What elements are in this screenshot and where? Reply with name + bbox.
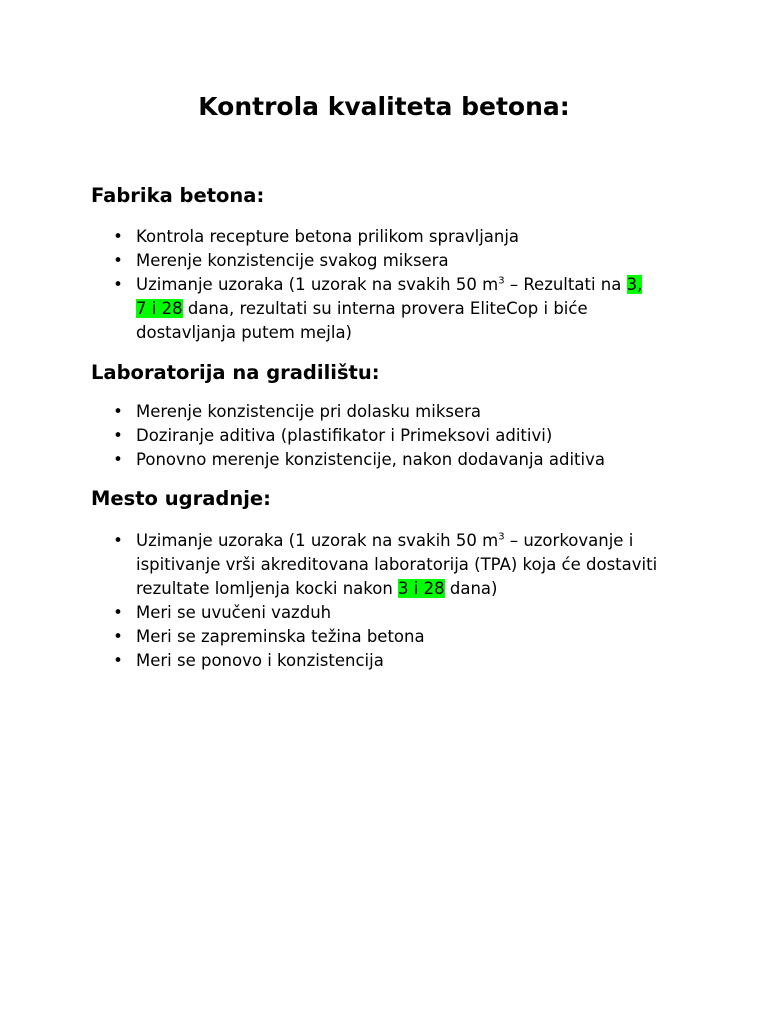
list-item-text: Kontrola recepture betona prilikom spravljanja [136, 227, 520, 246]
list-item [112, 529, 692, 601]
bullet-icon: • [113, 251, 123, 270]
bullet-list-mesto [112, 529, 692, 673]
bullet-icon: • [113, 402, 123, 421]
list-item [112, 225, 692, 249]
list-item [112, 249, 692, 273]
bullet-icon: • [113, 651, 123, 670]
superscript-exponent: 3 [498, 275, 505, 287]
list-item-text-end: dana, rezultati su interna provera EliteCop i biće dostavljanja putem mejla) [136, 299, 588, 342]
highlighted-days: 3 i 28 [398, 579, 445, 598]
list-item [112, 448, 692, 472]
list-item [112, 400, 692, 424]
list-item-text: Ponovno merenje konzistencije, nakon dodavanja aditiva [136, 450, 605, 469]
section-heading-fabrika: Fabrika betona: [91, 184, 265, 207]
bullet-list-fabrika [112, 225, 692, 345]
list-item [112, 601, 692, 625]
highlighted-days: 7 i 28 [136, 299, 183, 318]
bullet-list-laboratorija [112, 400, 692, 472]
list-item-text-middle: – uzorkovanje i ispitivanje vrši akreditovana laboratorija (TPA) koja će dostaviti rezultate lomljenja kocki nakon [136, 531, 658, 598]
list-item-text: Meri se zapreminska težina betona [136, 627, 425, 646]
list-item-text: Meri se uvučeni vazduh [136, 603, 332, 622]
highlighted-days: 3, [626, 275, 643, 294]
superscript-exponent: 3 [498, 531, 505, 543]
list-item-text-start: Uzimanje uzoraka (1 uzorak na svakih 50 m [136, 531, 499, 550]
list-item [112, 649, 692, 673]
bullet-icon: • [113, 450, 123, 469]
page-title: Kontrola kvaliteta betona: [198, 92, 570, 121]
list-item-text: Meri se ponovo i konzistencija [136, 651, 384, 670]
list-item-text-middle: – Rezultati na [504, 275, 627, 294]
list-item-text-end: dana) [444, 579, 498, 598]
list-item-text: Merenje konzistencije pri dolasku miksera [136, 402, 482, 421]
list-item-text: Doziranje aditiva (plastifikator i Primeksovi aditivi) [136, 426, 553, 445]
bullet-icon: • [113, 275, 123, 294]
bullet-icon: • [113, 227, 123, 246]
list-item-text-start: Uzimanje uzoraka (1 uzorak na svakih 50 m [136, 275, 499, 294]
bullet-icon: • [113, 627, 123, 646]
list-item [112, 424, 692, 448]
section-heading-laboratorija: Laboratorija na gradilištu: [91, 361, 380, 384]
list-item-text: Merenje konzistencije svakog miksera [136, 251, 449, 270]
bullet-icon: • [113, 603, 123, 622]
list-item [112, 273, 692, 345]
bullet-icon: • [113, 531, 123, 550]
list-item [112, 625, 692, 649]
bullet-icon: • [113, 426, 123, 445]
section-heading-mesto: Mesto ugradnje: [91, 487, 271, 510]
